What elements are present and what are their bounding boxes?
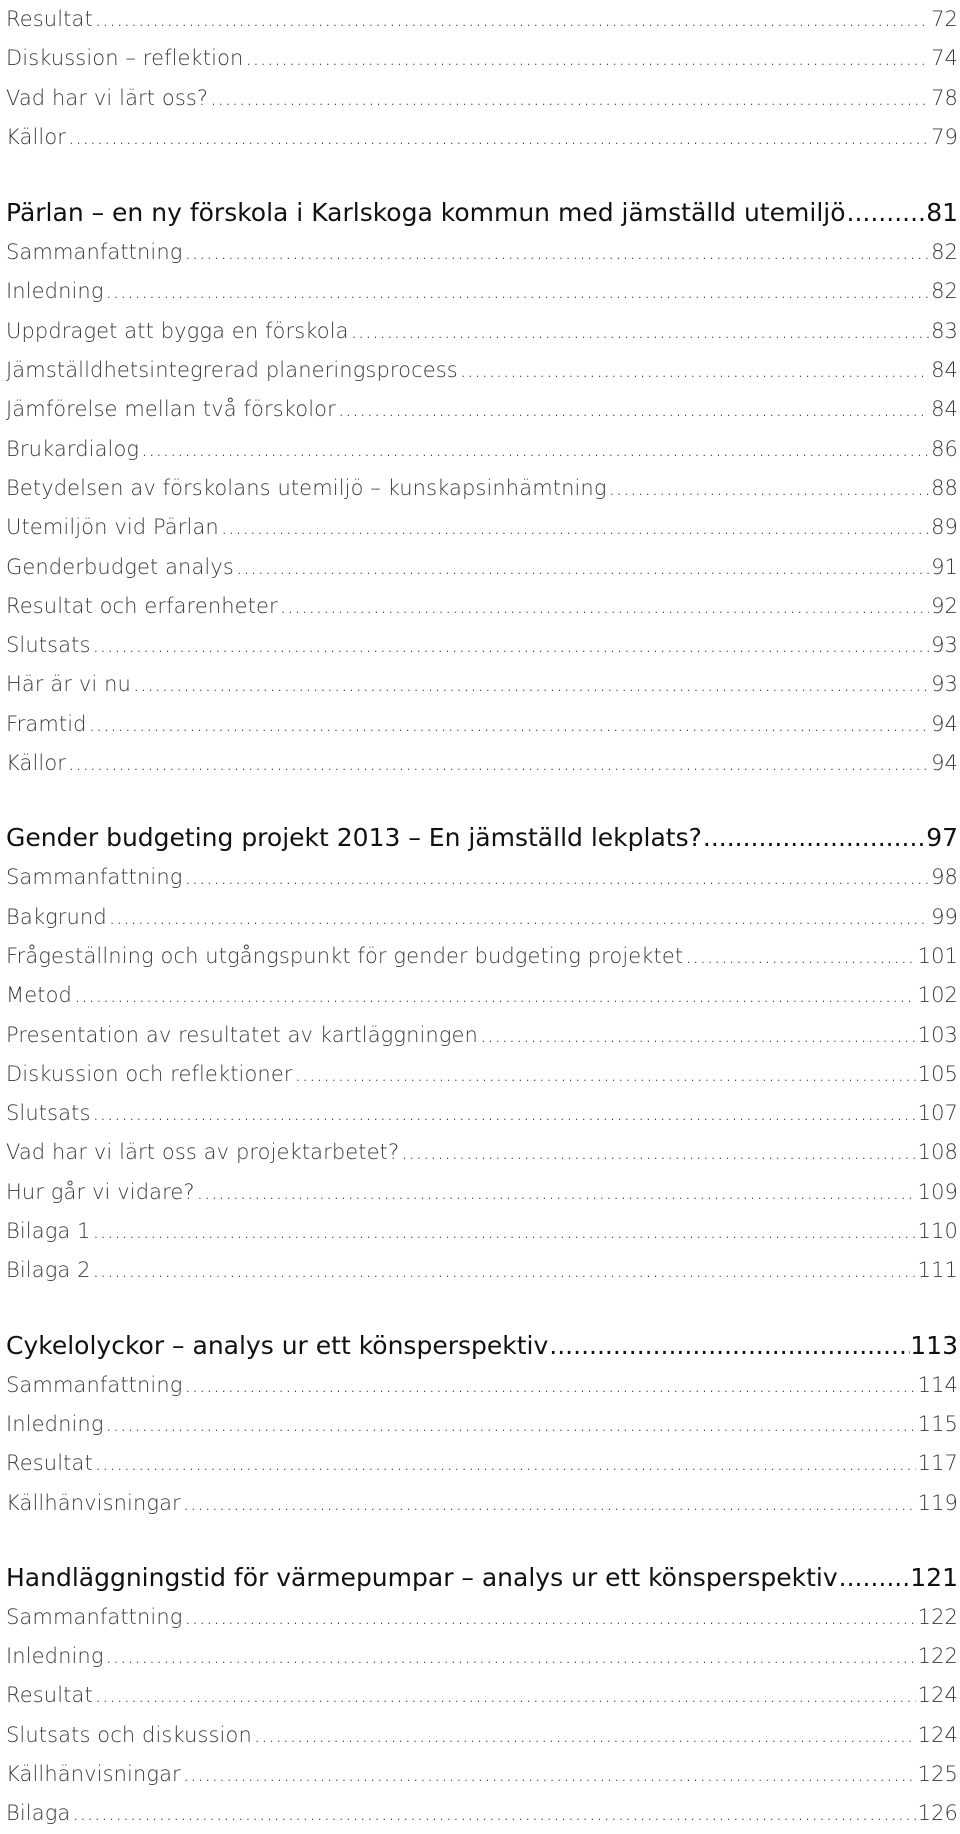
toc-leader-dots: [703, 818, 926, 858]
toc-entry-page: 110: [917, 1219, 958, 1244]
toc-leader-dots: [480, 1016, 916, 1055]
toc-entry-title: Metod: [6, 983, 72, 1008]
toc-entry[interactable]: [6, 705, 958, 744]
toc-entry-title: Diskussion och reflektioner: [6, 1061, 293, 1086]
toc-leader-dots: [401, 1133, 915, 1172]
toc-entry-page: 117: [917, 1451, 958, 1476]
toc-entry-page: 99: [931, 904, 958, 929]
toc-leader-dots: [609, 469, 930, 508]
toc-entry-page: 82: [931, 240, 958, 265]
toc-entry-title: Resultat: [6, 1451, 93, 1476]
toc-entry[interactable]: [6, 548, 958, 587]
toc-chapter-page: 97: [926, 823, 958, 853]
toc-leader-dots: [280, 587, 929, 626]
toc-entry-page: 107: [917, 1101, 958, 1126]
toc-chapter-page: 81: [926, 198, 958, 228]
toc-entry[interactable]: [6, 469, 958, 508]
toc-leader-dots: [183, 1484, 916, 1523]
toc-entry[interactable]: [6, 390, 958, 429]
toc-entry[interactable]: [6, 1173, 958, 1212]
toc-chapter-title: Gender budgeting projekt 2013 – En jämställd lekplats?: [6, 823, 702, 853]
toc-entry-title: Sammanfattning: [6, 865, 183, 890]
toc-entry[interactable]: [6, 1637, 958, 1676]
toc-entry-page: 78: [931, 85, 958, 110]
toc-entry-page: 122: [917, 1644, 958, 1669]
toc-entry-page: 101: [917, 943, 958, 968]
toc-entry-title: Hur går vi vidare?: [6, 1179, 195, 1204]
toc-leader-dots: [254, 1716, 916, 1755]
toc-leader-dots: [184, 233, 929, 272]
toc-entry-page: 124: [917, 1722, 958, 1747]
toc-leader-dots: [68, 744, 929, 783]
toc-entry-title: Inledning: [6, 1411, 104, 1436]
toc-entry-title: Inledning: [6, 279, 104, 304]
toc-entry[interactable]: [6, 587, 958, 626]
toc-leader-dots: [93, 1251, 916, 1290]
toc-entry[interactable]: [6, 233, 958, 272]
toc-entry[interactable]: [6, 1405, 958, 1444]
toc-entry[interactable]: [6, 118, 958, 157]
toc-entry[interactable]: [6, 351, 958, 390]
toc-entry-title: Bilaga: [6, 1801, 71, 1826]
toc-entry-page: 124: [917, 1683, 958, 1708]
toc-entry-title: Bilaga 1: [6, 1219, 91, 1244]
toc-entry-title: Framtid: [6, 711, 87, 736]
toc-entry-page: 92: [931, 593, 958, 618]
toc-entry-page: 86: [931, 436, 958, 461]
toc-entry[interactable]: [6, 1794, 958, 1833]
toc-entry-page: 114: [917, 1372, 958, 1397]
toc-entry[interactable]: [6, 1484, 958, 1523]
table-of-contents: [6, 0, 958, 1834]
toc-leader-dots: [295, 1055, 916, 1094]
toc-entry-page: 79: [931, 124, 958, 149]
toc-entry[interactable]: [6, 1676, 958, 1715]
toc-entry-page: 109: [917, 1179, 958, 1204]
toc-entry-page: 119: [917, 1490, 958, 1515]
toc-leader-dots: [460, 351, 929, 390]
toc-chapter[interactable]: [6, 818, 958, 858]
toc-entry-title: Slutsats: [6, 1101, 91, 1126]
toc-leader-dots: [351, 312, 929, 351]
toc-chapter[interactable]: [6, 193, 958, 233]
toc-entry[interactable]: [6, 1094, 958, 1133]
toc-chapter-page: 121: [910, 1562, 958, 1592]
toc-chapter[interactable]: [6, 1558, 958, 1598]
toc-entry-title: Resultat: [6, 1683, 93, 1708]
toc-entry-title: Utemiljön vid Pärlan: [6, 515, 219, 540]
toc-leader-dots: [236, 548, 929, 587]
toc-leader-dots: [847, 193, 927, 233]
toc-leader-dots: [95, 1444, 916, 1483]
toc-leader-dots: [685, 937, 915, 976]
toc-entry-page: 89: [931, 515, 958, 540]
toc-entry-title: Presentation av resultatet av kartläggningen: [6, 1022, 478, 1047]
toc-leader-dots: [197, 1173, 916, 1212]
toc-entry[interactable]: [6, 79, 958, 118]
toc-entry[interactable]: [6, 1133, 958, 1172]
toc-leader-dots: [95, 1676, 916, 1715]
toc-entry-page: 74: [931, 46, 958, 71]
section-gap: [6, 1291, 958, 1326]
toc-entry-page: 103: [917, 1022, 958, 1047]
toc-entry[interactable]: [6, 1598, 958, 1637]
toc-entry[interactable]: [6, 272, 958, 311]
toc-entry-page: 88: [931, 475, 958, 500]
toc-leader-dots: [183, 1755, 916, 1794]
toc-leader-dots: [245, 39, 929, 78]
toc-leader-dots: [338, 390, 929, 429]
toc-entry-title: Brukardialog: [6, 436, 140, 461]
toc-entry-title: Bilaga 2: [6, 1258, 91, 1283]
toc-leader-dots: [106, 272, 930, 311]
toc-leader-dots: [106, 1637, 916, 1676]
toc-leader-dots: [133, 665, 929, 704]
toc-entry-title: Genderbudget analys: [6, 554, 234, 579]
toc-entry-page: 125: [917, 1761, 958, 1786]
toc-entry-page: 72: [931, 7, 958, 31]
toc-entry-title: Inledning: [6, 1644, 104, 1669]
toc-entry-page: 91: [931, 554, 958, 579]
toc-entry-title: Jämställdhetsintegrerad planeringsprocess: [6, 358, 458, 383]
toc-entry-page: 111: [917, 1258, 958, 1283]
toc-entry[interactable]: [6, 1212, 958, 1251]
toc-entry[interactable]: [6, 39, 958, 78]
toc-entry-title: Sammanfattning: [6, 240, 183, 265]
toc-entry-title: Resultat: [6, 7, 93, 31]
toc-leader-dots: [109, 898, 929, 937]
toc-entry-title: Källor: [6, 751, 67, 776]
toc-entry-page: 93: [931, 633, 958, 658]
toc-entry-page: 84: [931, 358, 958, 383]
toc-entry-title: Sammanfattning: [6, 1372, 183, 1397]
toc-entry-title: Diskussion – reflektion: [6, 46, 244, 71]
toc-leader-dots: [210, 79, 929, 118]
toc-entry-title: Resultat och erfarenheter: [6, 593, 278, 618]
section-gap: [6, 783, 958, 818]
toc-entry-page: 115: [917, 1411, 958, 1436]
toc-entry[interactable]: [6, 0, 958, 39]
toc-entry-title: Bakgrund: [6, 904, 107, 929]
toc-chapter-title: Pärlan – en ny förskola i Karlskoga kommun med jämställd utemiljö: [6, 198, 846, 228]
toc-leader-dots: [93, 626, 930, 665]
toc-entry[interactable]: [6, 1055, 958, 1094]
toc-entry[interactable]: [6, 1016, 958, 1055]
toc-leader-dots: [93, 1212, 916, 1251]
toc-entry-page: 84: [931, 397, 958, 422]
toc-entry-page: 94: [931, 751, 958, 776]
toc-entry-title: Slutsats och diskussion: [6, 1722, 252, 1747]
toc-entry[interactable]: [6, 858, 958, 897]
toc-entry-page: 93: [931, 672, 958, 697]
toc-chapter[interactable]: [6, 1326, 958, 1366]
toc-entry[interactable]: [6, 665, 958, 704]
toc-entry-title: Källor: [6, 124, 67, 149]
toc-entry-page: 122: [917, 1604, 958, 1629]
toc-entry[interactable]: [6, 312, 958, 351]
toc-entry[interactable]: [6, 430, 958, 469]
toc-leader-dots: [184, 1598, 915, 1637]
toc-entry[interactable]: [6, 898, 958, 937]
toc-entry-title: Frågeställning och utgångspunkt för gender budgeting projektet: [6, 943, 684, 968]
toc-entry-title: Uppdraget att bygga en förskola: [6, 318, 349, 343]
toc-entry-page: 98: [931, 865, 958, 890]
toc-entry-page: 108: [917, 1140, 958, 1165]
toc-leader-dots: [184, 858, 929, 897]
toc-leader-dots: [72, 1794, 915, 1833]
toc-entry-page: 83: [931, 318, 958, 343]
toc-entry[interactable]: [6, 1444, 958, 1483]
toc-entry[interactable]: [6, 1251, 958, 1290]
toc-entry-title: Jämförelse mellan två förskolor: [6, 397, 336, 422]
toc-entry-title: Källhänvisningar: [6, 1490, 181, 1515]
toc-entry-title: Slutsats: [6, 633, 91, 658]
toc-entry-title: Källhänvisningar: [6, 1761, 181, 1786]
toc-entry[interactable]: [6, 976, 958, 1015]
toc-leader-dots: [89, 705, 929, 744]
toc-chapter-title: Cykelolyckor – analys ur ett könsperspektiv: [6, 1330, 549, 1360]
toc-entry[interactable]: [6, 1716, 958, 1755]
toc-leader-dots: [839, 1558, 911, 1598]
toc-leader-dots: [221, 508, 929, 547]
toc-entry-page: 105: [917, 1061, 958, 1086]
toc-entry[interactable]: [6, 744, 958, 783]
toc-entry[interactable]: [6, 508, 958, 547]
toc-chapter-page: 113: [910, 1330, 958, 1360]
section-gap: [6, 157, 958, 193]
toc-leader-dots: [74, 976, 916, 1015]
toc-chapter-title: Handläggningstid för värmepumpar – analys ur ett könsperspektiv: [6, 1562, 838, 1592]
toc-entry-title: Sammanfattning: [6, 1604, 183, 1629]
toc-entry-title: Här är vi nu: [6, 672, 131, 697]
toc-entry[interactable]: [6, 1366, 958, 1405]
toc-leader-dots: [95, 0, 929, 39]
toc-entry-title: Vad har vi lärt oss av projektarbetet?: [6, 1140, 400, 1165]
toc-leader-dots: [549, 1326, 910, 1366]
section-gap: [6, 1523, 958, 1558]
toc-entry-title: Betydelsen av förskolans utemiljö – kunskapsinhämtning: [6, 475, 607, 500]
toc-leader-dots: [93, 1094, 916, 1133]
toc-entry-page: 102: [917, 983, 958, 1008]
toc-leader-dots: [106, 1405, 916, 1444]
toc-entry-page: 82: [931, 279, 958, 304]
toc-entry-page: 94: [931, 711, 958, 736]
toc-entry-title: Vad har vi lärt oss?: [6, 85, 209, 110]
toc-leader-dots: [141, 430, 929, 469]
toc-leader-dots: [68, 118, 929, 157]
toc-leader-dots: [184, 1366, 915, 1405]
toc-entry[interactable]: [6, 1755, 958, 1794]
toc-entry-page: 126: [917, 1801, 958, 1826]
toc-entry[interactable]: [6, 937, 958, 976]
toc-entry[interactable]: [6, 626, 958, 665]
